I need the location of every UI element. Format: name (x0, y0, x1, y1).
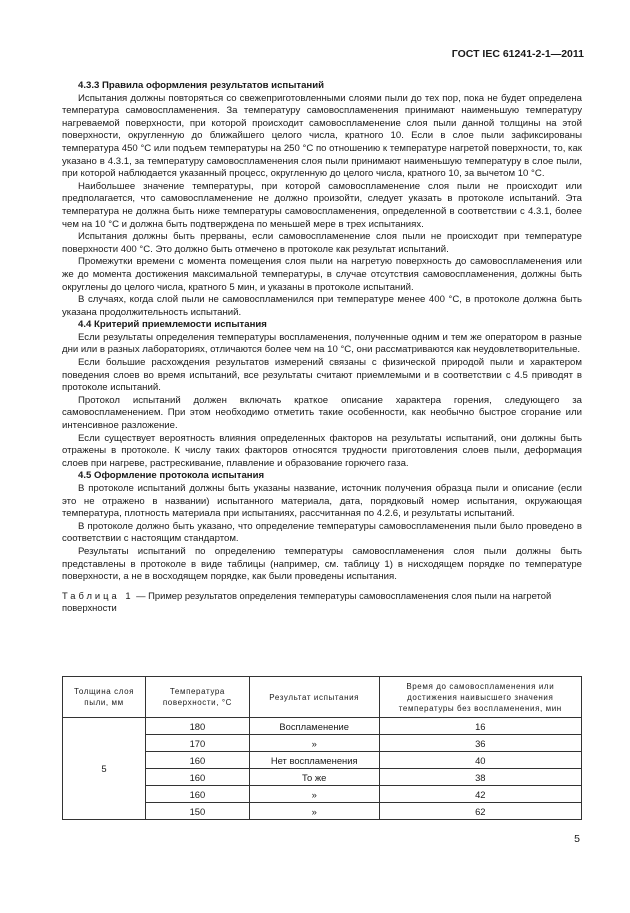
paragraph: Если результаты определения температуры воспламенения, полученные одним и тем же оператором в разные дни или в разных лабораториях, отличаются более чем на 10 °C, они рассматриваются как неудовлетворительные. (62, 331, 582, 356)
table-caption-text: — Пример результатов определения температуры самовоспламенения слоя пыли на нагретой поверхности (62, 589, 552, 613)
paragraph: Испытания должны повторяться со свежеприготовленными слоями пыли до тех пор, пока не будет определена температура самовоспламенения. За температуру самовоспламенения принимают наименьшую температуру нагреваемой поверхности, при которой происходит самовоспламенение слоя пыли данной толщины на этой поверхности, округленную до ближайшего целого числа, кратного 10. Если в слое пыли зафиксированы температура 450 °C или подъем температуры на 250 °C по отношению к температуре нагретой поверхности, то, как указано в 4.3.1, за температуру самовоспламенения слоя пыли принимают наименьшую температуру в слое пыли, при которой наблюдается указанный процесс, округленную до целого числа, кратного 10, за вычетом 10 °C. (62, 92, 582, 180)
cell-result: Воспламенение (249, 718, 379, 735)
paragraph: В случаях, когда слой пыли не самовоспламенился при температуре менее 400 °C, в протоколе должна быть указана продолжительность испытаний. (62, 294, 582, 318)
paragraph: В протоколе испытаний должны быть указаны название, источник получения образца пыли и описание (если это не отражено в названии) испытанного материала, дата, порядковый номер испытания, окружающая температура, плотность материала при испытаниях, рассчитанная по 4.2.6, и результаты испытаний. (62, 483, 582, 520)
col-result-header: Результат испытания (249, 677, 379, 718)
table-caption-lead: Таблица 1 (62, 589, 134, 601)
cell-temp: 160 (146, 752, 250, 769)
paragraph: Если большие расхождения результатов измерений связаны с физической природой пыли и характером поведения слоев во время испытаний, все результаты считают приемлемыми и в соответствии с 4.5 приводят в протоколе испытаний. (62, 357, 582, 394)
cell-result: » (249, 803, 379, 820)
table-header-row (63, 677, 582, 718)
section-heading: 4.5 Оформление протокола испытания (78, 470, 265, 482)
cell-temp: 160 (146, 786, 250, 803)
document-body (62, 80, 582, 618)
paragraph: Протокол испытаний должен включать краткое описание характера горения, следующего за самовоспламенением. При этом необходимо отметить такие особенности, как необычно быстрое сгорание или интенсивное разложение. (62, 394, 582, 432)
cell-result: То же (249, 769, 379, 786)
paragraph: В протоколе должно быть указано, что определение температуры самовоспламенения пыли было проведено в соответствии с настоящим стандартом. (62, 520, 582, 545)
cell-temp: 170 (146, 735, 250, 752)
cell-thickness: 5 (63, 718, 146, 820)
cell-result: » (249, 786, 379, 803)
table-row (63, 718, 582, 735)
col-temperature-header: Температура поверхности, °C (146, 677, 250, 718)
cell-temp: 150 (146, 803, 250, 820)
paragraph: Промежутки времени с момента помещения слоя пыли на нагретую поверхность до самовоспламенения или же до момента достижения максимальной температуры, в случае отсутствия самовоспламенения, должны быть округлены до целого числа, кратного 5 мин, и указаны в протоколе испытаний. (62, 256, 582, 293)
col-thickness-header: Толщина слоя пыли, мм (63, 677, 146, 718)
cell-result: » (249, 735, 379, 752)
paragraph: Если существует вероятность влияния определенных факторов на результаты испытаний, они должны быть отражены в протоколе. К числу таких факторов относятся трудности приготовления слоев пыли, деформация слоев при нагреве, растрескивание, плавление и образование горючего газа. (62, 432, 582, 469)
paragraph: Наибольшее значение температуры, при которой самовоспламенение слоя пыли не происходит или предполагается, что самовоспламенение не должно произойти, следует указать в протоколе испытаний. Эта температура не должна быть ниже температуры самовоспламенения, определенной в соответствии с 4.3.1, более чем на 10 °C и должна быть подтверждена по меньшей мере в трех испытаниях. (62, 180, 582, 230)
document-header: ГОСТ IEC 61241-2-1—2011 (451, 48, 584, 60)
cell-result: Нет воспламенения (249, 752, 379, 769)
cell-time: 42 (379, 786, 581, 803)
section-heading: 4.3.3 Правила оформления результатов испытаний (78, 80, 325, 91)
cell-time: 36 (379, 735, 581, 752)
cell-time: 40 (379, 752, 581, 769)
col-time-header: Время до самовоспламенения или достижения наивысшего значения температуры без воспламенения, мин (379, 677, 581, 718)
cell-time: 16 (379, 718, 581, 735)
paragraph: Результаты испытаний по определению температуры самовоспламенения слоя пыли должны быть представлены в протоколе в виде таблицы (например, см. таблицу 1) в нисходящем порядке по температуре поверхности, а не в восходящем порядке, как были проведены испытания. (62, 545, 582, 583)
section-heading: 4.4 Критерий приемлемости испытания (78, 319, 267, 331)
table-caption (62, 590, 582, 614)
page-number: 5 (574, 833, 580, 845)
results-table (62, 676, 582, 820)
cell-time: 62 (379, 803, 581, 820)
cell-temp: 180 (146, 718, 250, 735)
paragraph: Испытания должны быть прерваны, если самовоспламенение слоя пыли не происходит при температуре поверхности 400 °C. Это должно быть отмечено в протоколе как результат испытаний. (62, 231, 582, 255)
cell-temp: 160 (146, 769, 250, 786)
cell-time: 38 (379, 769, 581, 786)
